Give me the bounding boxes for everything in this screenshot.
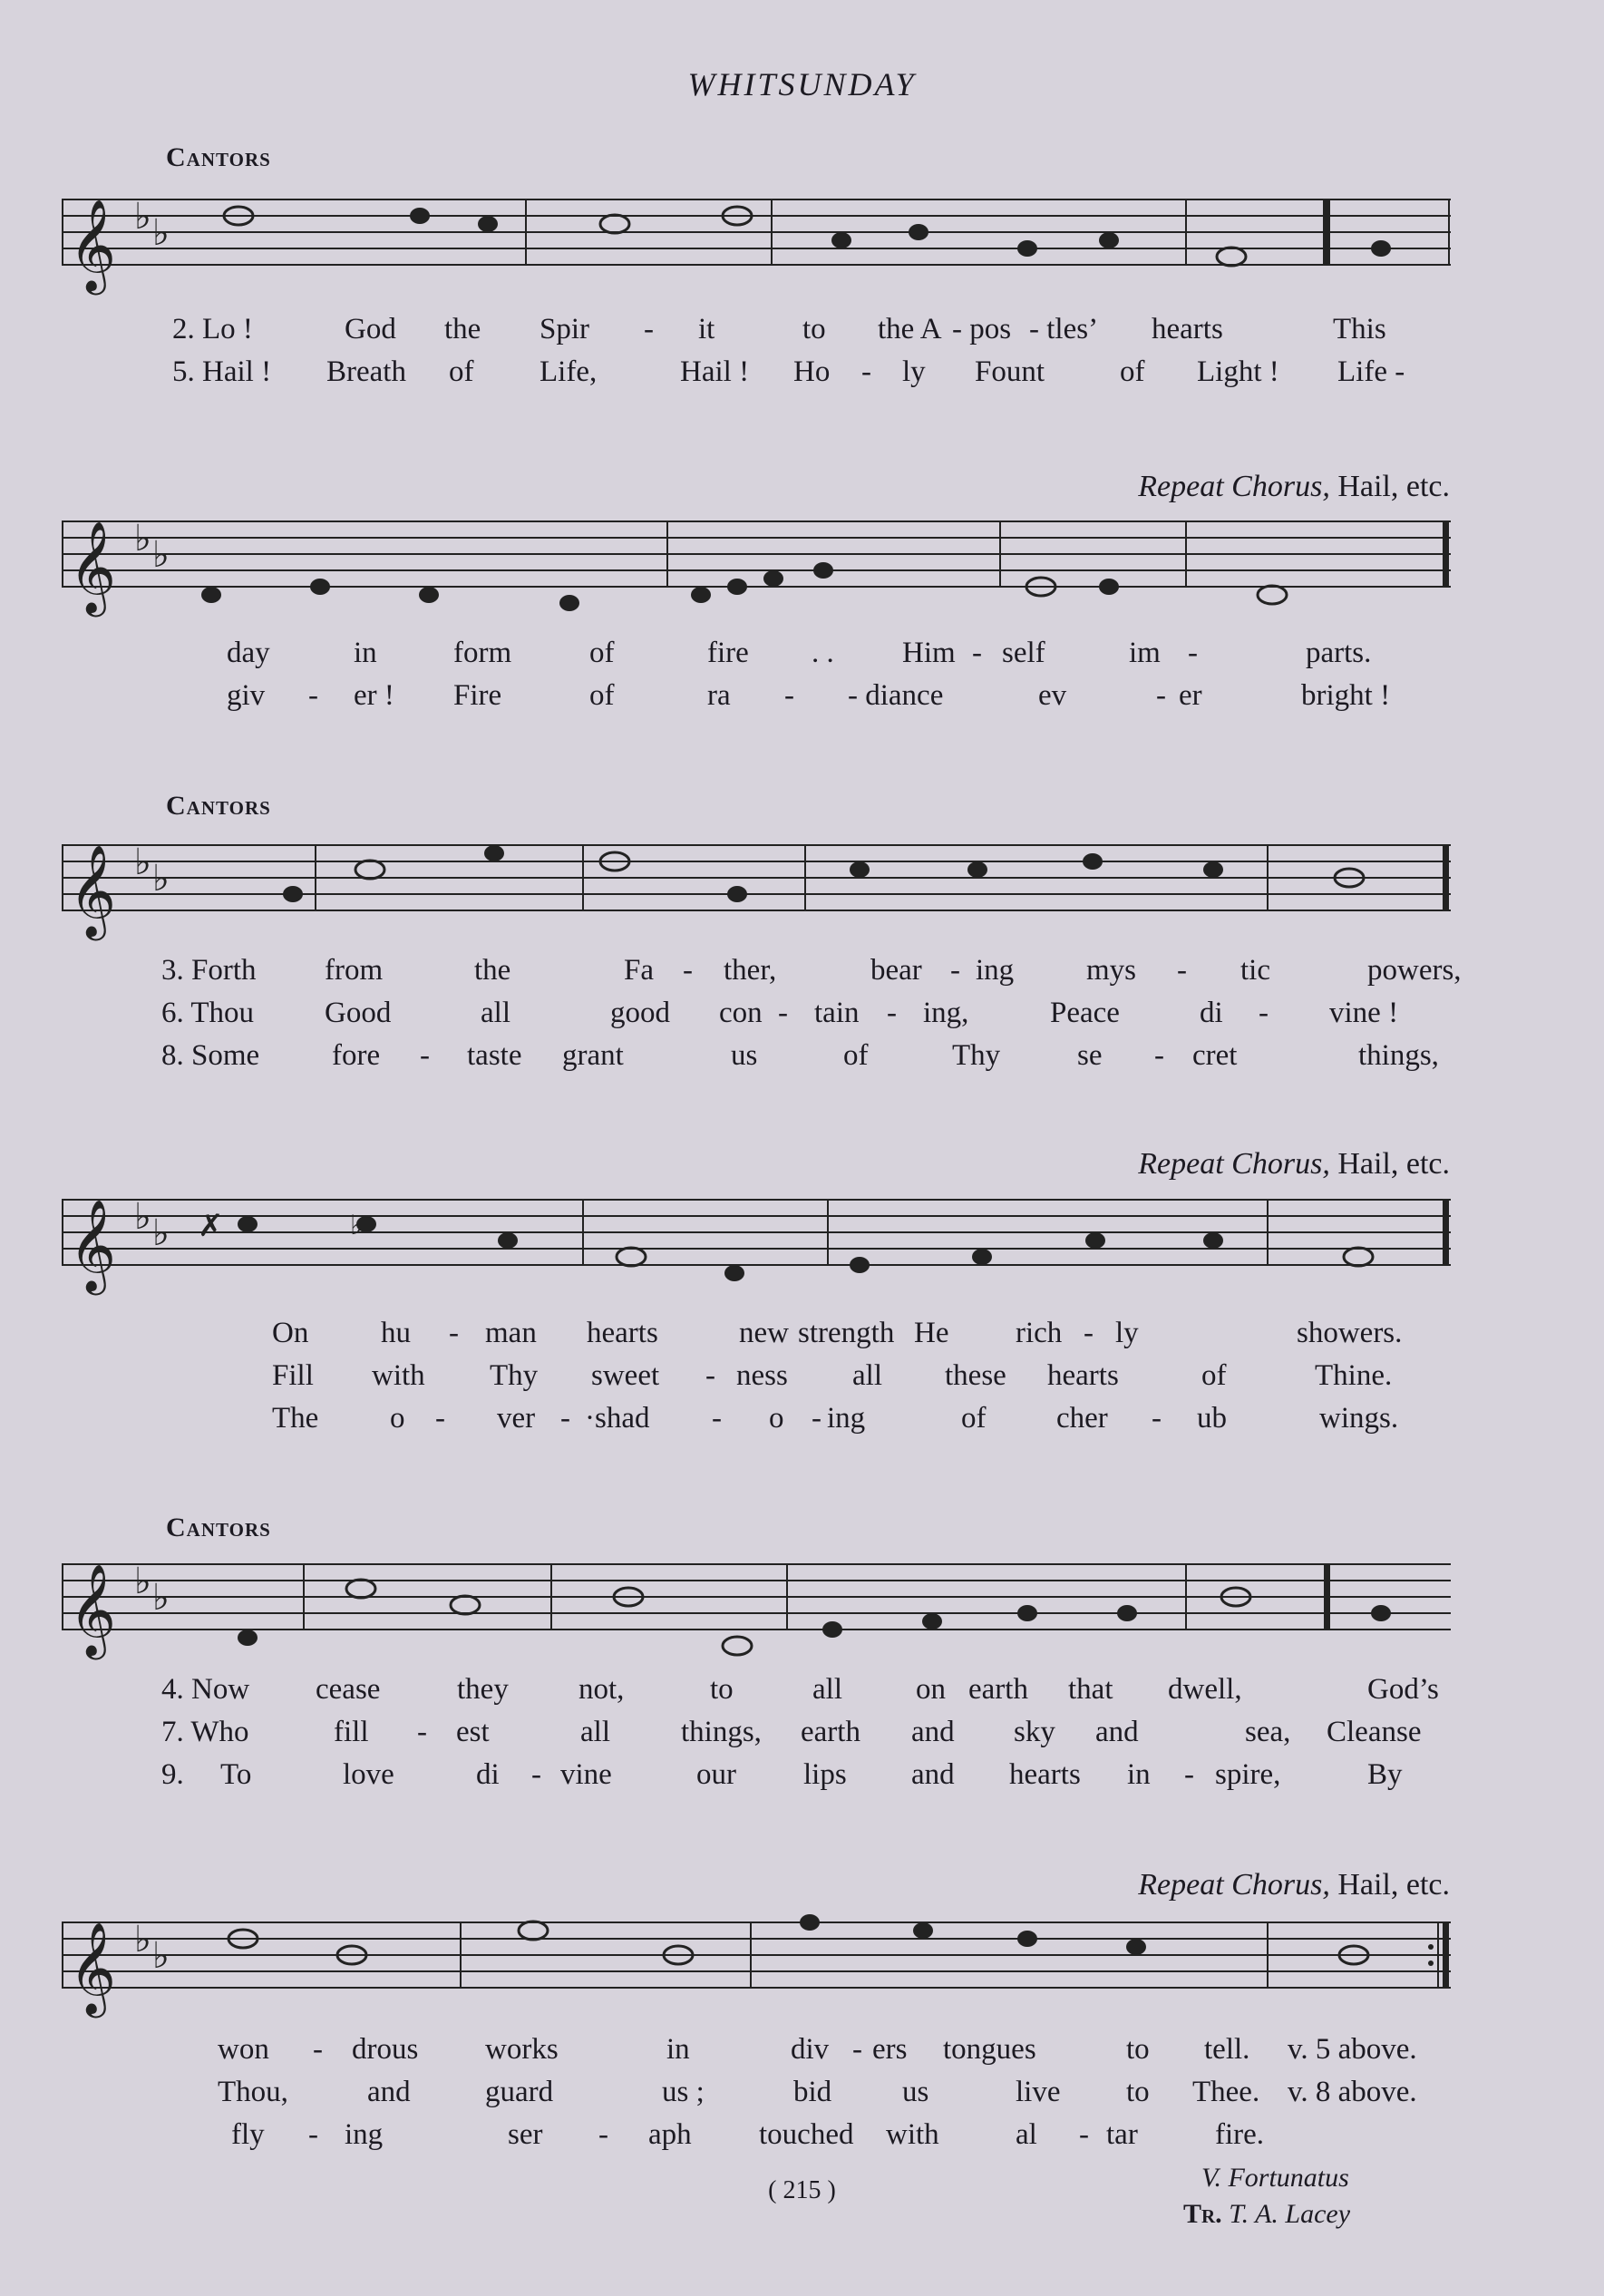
lyric-word: our <box>696 1758 736 1791</box>
music-staff <box>62 1546 1451 1664</box>
lyric-word: ly <box>1115 1317 1139 1349</box>
lyric-word: that <box>1068 1673 1113 1706</box>
music-staff <box>62 1182 1451 1299</box>
lyric-word: - diance <box>848 679 944 712</box>
lyric-word: Thy <box>952 1039 1001 1072</box>
lyric-word: showers. <box>1297 1317 1403 1349</box>
svg-text:♭: ♭ <box>152 534 170 576</box>
lyric-word: things, <box>1358 1039 1439 1072</box>
lyric-word: - <box>861 355 871 388</box>
svg-text:♭: ♭ <box>134 1919 151 1960</box>
lyric-word: all <box>812 1673 842 1706</box>
lyric-word: bid <box>793 2076 832 2108</box>
lyric-word: giv <box>227 679 266 712</box>
lyric-word: to <box>1126 2033 1150 2066</box>
author-credit: V. Fortunatus <box>1201 2163 1349 2193</box>
lyric-word: God <box>345 313 396 345</box>
lyric-word: things, <box>681 1716 762 1748</box>
lyric-word: parts. <box>1306 637 1372 669</box>
lyric-word: ub <box>1197 1402 1227 1435</box>
lyric-word: they <box>457 1673 509 1706</box>
lyric-word: Thine. <box>1315 1359 1393 1392</box>
lyric-word: in <box>354 637 377 669</box>
lyric-word: in <box>1127 1758 1151 1791</box>
repeat-chorus-note: Repeat Chorus, Hail, etc. <box>1138 470 1450 503</box>
svg-text:♭: ♭ <box>350 1210 364 1241</box>
lyric-word: taste <box>467 1039 522 1072</box>
lyric-word: tell. <box>1204 2033 1250 2066</box>
lyric-line-s1-2 <box>172 355 1442 395</box>
svg-text:♭: ♭ <box>152 1212 170 1254</box>
lyric-word: the A <box>878 313 942 345</box>
lyric-line-s4-2 <box>272 1359 1451 1399</box>
lyric-line-s5-1 <box>161 1673 1449 1713</box>
lyric-word: 8. Some <box>161 1039 260 1072</box>
staff-system-4 <box>62 1182 1451 1299</box>
lyric-word: - <box>1154 1039 1164 1072</box>
lyric-word: all <box>852 1359 882 1392</box>
svg-text:𝄞: 𝄞 <box>69 520 117 613</box>
lyric-line-s3-2 <box>161 997 1449 1036</box>
lyric-word: ly <box>902 355 926 388</box>
svg-text:♭: ♭ <box>152 858 170 900</box>
lyric-word: tain <box>814 997 860 1029</box>
lyric-word: Cleanse <box>1327 1716 1422 1748</box>
lyric-word: hearts <box>1152 313 1223 345</box>
lyric-line-s2-2 <box>227 679 1451 719</box>
staff-system-2 <box>62 503 1451 621</box>
lyric-line-s5-3 <box>161 1758 1449 1798</box>
lyric-word: ing <box>345 2118 384 2151</box>
lyric-word: - tles’ <box>1029 313 1099 345</box>
cantors-label: Cantors <box>166 142 271 172</box>
lyric-word: The <box>272 1402 319 1435</box>
lyric-word: sea, <box>1245 1716 1291 1748</box>
lyric-word: of <box>961 1402 987 1435</box>
svg-text:♭: ♭ <box>134 1196 151 1238</box>
lyric-line-s4-3 <box>272 1402 1451 1442</box>
lyric-word: - <box>852 2033 862 2066</box>
lyric-word: fire. <box>1215 2118 1265 2151</box>
lyric-word: with <box>372 1359 425 1392</box>
repeat-chorus-note: Repeat Chorus, Hail, etc. <box>1138 1147 1450 1181</box>
lyric-word: powers, <box>1367 954 1462 987</box>
lyric-word: Fire <box>453 679 502 712</box>
lyric-word: v. 5 above. <box>1288 2033 1417 2066</box>
lyric-word: 6. Thou <box>161 997 255 1029</box>
lyric-word: these <box>945 1359 1006 1392</box>
lyric-word: ers <box>872 2033 908 2066</box>
lyric-word: tic <box>1240 954 1270 987</box>
lyric-line-s6-1 <box>218 2033 1451 2073</box>
staff-system-5 <box>62 1546 1451 1664</box>
svg-text:𝄞: 𝄞 <box>69 198 117 291</box>
lyric-word: God’s <box>1367 1673 1439 1706</box>
music-staff <box>62 181 1451 299</box>
lyric-word: us <box>731 1039 758 1072</box>
lyric-line-s3-3 <box>161 1039 1449 1079</box>
music-staff <box>62 503 1451 621</box>
lyric-word: of <box>589 637 615 669</box>
lyric-word: - <box>950 954 960 987</box>
lyric-word: - <box>887 997 897 1029</box>
lyric-word: On <box>272 1317 309 1349</box>
lyric-word: To <box>220 1758 252 1791</box>
lyric-line-s3-1 <box>161 954 1462 994</box>
lyric-word: - <box>435 1402 445 1435</box>
lyric-word: ther, <box>724 954 777 987</box>
lyric-word: - <box>560 1402 570 1435</box>
lyric-word: rich <box>1016 1317 1063 1349</box>
lyric-word: - <box>812 1402 821 1435</box>
lyric-word: Light ! <box>1197 355 1279 388</box>
lyric-word: to <box>710 1673 734 1706</box>
lyric-word: with <box>886 2118 939 2151</box>
repeat-chorus-note: Repeat Chorus, Hail, etc. <box>1138 1868 1450 1902</box>
lyric-word: of <box>1120 355 1145 388</box>
lyric-word: won <box>218 2033 269 2066</box>
lyric-word: in <box>666 2033 690 2066</box>
lyric-word: aph <box>648 2118 692 2151</box>
lyric-word: not, <box>578 1673 625 1706</box>
lyric-word: Him <box>902 637 956 669</box>
lyric-word: Spir <box>540 313 590 345</box>
lyric-word: wings. <box>1319 1402 1399 1435</box>
svg-text:𝄞: 𝄞 <box>69 1562 117 1656</box>
lyric-word: - <box>778 997 788 1029</box>
lyric-word: This <box>1333 313 1386 345</box>
lyric-word: self <box>1002 637 1045 669</box>
lyric-word: and <box>911 1716 955 1748</box>
lyric-word: By <box>1367 1758 1403 1791</box>
lyric-word: ing, <box>923 997 969 1029</box>
lyric-word: on <box>916 1673 946 1706</box>
lyric-word: He <box>914 1317 949 1349</box>
lyric-word: Thou, <box>218 2076 288 2108</box>
lyric-word: - <box>531 1758 541 1791</box>
lyric-word: tar <box>1106 2118 1138 2151</box>
lyric-word: strength <box>798 1317 895 1349</box>
lyric-word: di <box>1200 997 1223 1029</box>
lyric-word: fore <box>332 1039 381 1072</box>
lyric-word: Peace <box>1050 997 1120 1029</box>
lyric-word: est <box>456 1716 490 1748</box>
lyric-word: ·shad <box>585 1402 650 1435</box>
lyric-word: ness <box>736 1359 788 1392</box>
lyric-word: - <box>1259 997 1269 1029</box>
lyric-word: love <box>343 1758 394 1791</box>
lyric-word: Ho <box>793 355 831 388</box>
lyric-word: - <box>705 1359 715 1392</box>
lyric-word: - <box>313 2033 323 2066</box>
lyric-word: of <box>449 355 474 388</box>
lyric-word: to <box>1126 2076 1150 2108</box>
lyric-word: - <box>598 2118 608 2151</box>
lyric-word: 3. Forth <box>161 954 257 987</box>
lyric-word: earth <box>968 1673 1028 1706</box>
lyric-word: vine ! <box>1329 997 1399 1029</box>
lyric-word: live <box>1016 2076 1061 2108</box>
lyric-word: form <box>453 637 512 669</box>
lyric-word: - <box>1079 2118 1089 2151</box>
lyric-word: ra <box>707 679 731 712</box>
lyric-word: con <box>719 997 763 1029</box>
svg-text:♭: ♭ <box>134 842 151 883</box>
staff-system-3 <box>62 827 1451 945</box>
lyric-word: Thy <box>490 1359 539 1392</box>
page-title: WHITSUNDAY <box>687 66 917 102</box>
lyric-word: Good <box>325 997 392 1029</box>
lyric-word: - <box>1084 1317 1094 1349</box>
lyric-word: - <box>644 313 654 345</box>
lyric-word: - <box>712 1402 722 1435</box>
svg-text:𝄞: 𝄞 <box>69 843 117 937</box>
lyric-word: Hail ! <box>680 355 750 388</box>
lyric-word: Breath <box>326 355 406 388</box>
lyric-line-s6-3 <box>231 2118 1451 2158</box>
lyric-word: - <box>1177 954 1187 987</box>
lyric-word: di <box>476 1758 500 1791</box>
lyric-word: - pos <box>952 313 1012 345</box>
lyric-word: o <box>390 1402 405 1435</box>
lyric-word: - <box>420 1039 430 1072</box>
lyric-word: cease <box>316 1673 381 1706</box>
lyric-word: good <box>610 997 670 1029</box>
lyric-word: guard <box>485 2076 554 2108</box>
lyric-word: er ! <box>354 679 394 712</box>
lyric-word: it <box>698 313 715 345</box>
lyric-word: to <box>802 313 826 345</box>
svg-text:♭: ♭ <box>152 212 170 254</box>
lyric-line-s1-1 <box>172 313 1442 353</box>
music-staff <box>62 827 1451 945</box>
svg-text:♭: ♭ <box>152 1935 170 1977</box>
lyric-word: vine <box>560 1758 612 1791</box>
lyric-word: - <box>1156 679 1166 712</box>
lyric-word: div <box>791 2033 830 2066</box>
lyric-word: works <box>485 2033 559 2066</box>
lyric-word: us ; <box>662 2076 705 2108</box>
lyric-word: - <box>1152 1402 1162 1435</box>
lyric-word: of <box>589 679 615 712</box>
lyric-word: spire, <box>1215 1758 1281 1791</box>
lyric-word: the <box>444 313 481 345</box>
staff-system-6 <box>62 1904 1451 2022</box>
lyric-word: of <box>1201 1359 1227 1392</box>
lyric-word: 9. <box>161 1758 184 1791</box>
lyric-word: o <box>769 1402 784 1435</box>
lyric-word: Life, <box>540 355 598 388</box>
svg-text:𝄞: 𝄞 <box>69 1198 117 1291</box>
lyric-word: all <box>481 997 510 1029</box>
lyric-word: hu <box>381 1317 411 1349</box>
lyric-word: - <box>683 954 693 987</box>
lyric-word: v. 8 above. <box>1288 2076 1417 2108</box>
lyric-word: mys <box>1086 954 1137 987</box>
lyric-word: and <box>367 2076 411 2108</box>
lyric-word: 5. Hail ! <box>172 355 272 388</box>
lyric-word: er <box>1179 679 1202 712</box>
lyric-line-s2-1 <box>227 637 1451 676</box>
music-staff <box>62 1904 1451 2022</box>
lyric-word: Fa <box>624 954 654 987</box>
lyric-word: Thee. <box>1192 2076 1260 2108</box>
lyric-word: the <box>474 954 511 987</box>
lyric-word: bright ! <box>1301 679 1391 712</box>
lyric-word: from <box>325 954 384 987</box>
page-number: ( 215 ) <box>768 2176 836 2204</box>
lyric-word: sweet <box>591 1359 660 1392</box>
svg-text:♭: ♭ <box>152 1577 170 1619</box>
lyric-word: se <box>1077 1039 1103 1072</box>
lyric-word: and <box>911 1758 955 1791</box>
lyric-word: - <box>1184 1758 1194 1791</box>
lyric-word: sky <box>1014 1716 1055 1748</box>
lyric-word: ev <box>1038 679 1067 712</box>
lyric-word: - <box>784 679 794 712</box>
cantors-label: Cantors <box>166 1513 271 1542</box>
translator-credit: Tr. T. A. Lacey <box>1183 2199 1351 2229</box>
lyric-word: man <box>485 1317 537 1349</box>
lyric-word: bear <box>870 954 922 987</box>
lyric-word: - <box>417 1716 427 1748</box>
lyric-line-s5-2 <box>161 1716 1449 1756</box>
lyric-word: fill <box>334 1716 369 1748</box>
svg-text:♭: ♭ <box>134 196 151 238</box>
lyric-word: 4. Now <box>161 1673 250 1706</box>
lyric-word: cher <box>1056 1402 1108 1435</box>
lyric-word: tongues <box>943 2033 1036 2066</box>
svg-text:✗: ✗ <box>198 1208 224 1244</box>
lyric-word: im <box>1129 637 1161 669</box>
lyric-word: us <box>902 2076 929 2108</box>
lyric-word: new <box>739 1317 789 1349</box>
lyric-line-s6-2 <box>218 2076 1451 2116</box>
staff-system-1 <box>62 181 1451 299</box>
lyric-word: hearts <box>587 1317 658 1349</box>
lyric-word: ing <box>827 1402 866 1435</box>
lyric-word: Fill <box>272 1359 314 1392</box>
lyric-word: - <box>308 2118 318 2151</box>
lyric-word: of <box>843 1039 869 1072</box>
lyric-word: Fount <box>975 355 1045 388</box>
lyric-word: - <box>449 1317 459 1349</box>
lyric-word: al <box>1016 2118 1037 2151</box>
lyric-word: . . <box>812 637 834 669</box>
lyric-word: 2. Lo ! <box>172 313 253 345</box>
lyric-word: fire <box>707 637 749 669</box>
lyric-word: 7. Who <box>161 1716 249 1748</box>
lyric-word: Life - <box>1337 355 1405 388</box>
lyric-word: touched <box>759 2118 854 2151</box>
lyric-word: dwell, <box>1168 1673 1242 1706</box>
lyric-word: hearts <box>1047 1359 1119 1392</box>
lyric-word: - <box>972 637 982 669</box>
lyric-word: lips <box>803 1758 847 1791</box>
svg-text:𝄞: 𝄞 <box>69 1921 117 2014</box>
cantors-label: Cantors <box>166 791 271 821</box>
lyric-word: ser <box>508 2118 543 2151</box>
lyric-word: all <box>580 1716 610 1748</box>
lyric-word: day <box>227 637 270 669</box>
lyric-word: and <box>1095 1716 1139 1748</box>
lyric-word: ver <box>497 1402 536 1435</box>
lyric-word: earth <box>801 1716 860 1748</box>
lyric-line-s4-1 <box>272 1317 1451 1357</box>
lyric-word: fly <box>231 2118 265 2151</box>
lyric-word: cret <box>1192 1039 1238 1072</box>
lyric-word: - <box>1188 637 1198 669</box>
svg-text:♭: ♭ <box>134 1561 151 1602</box>
lyric-word: grant <box>562 1039 624 1072</box>
lyric-word: hearts <box>1009 1758 1081 1791</box>
lyric-word: - <box>308 679 318 712</box>
svg-text:♭: ♭ <box>134 518 151 559</box>
lyric-word: ing <box>976 954 1015 987</box>
lyric-word: drous <box>352 2033 419 2066</box>
